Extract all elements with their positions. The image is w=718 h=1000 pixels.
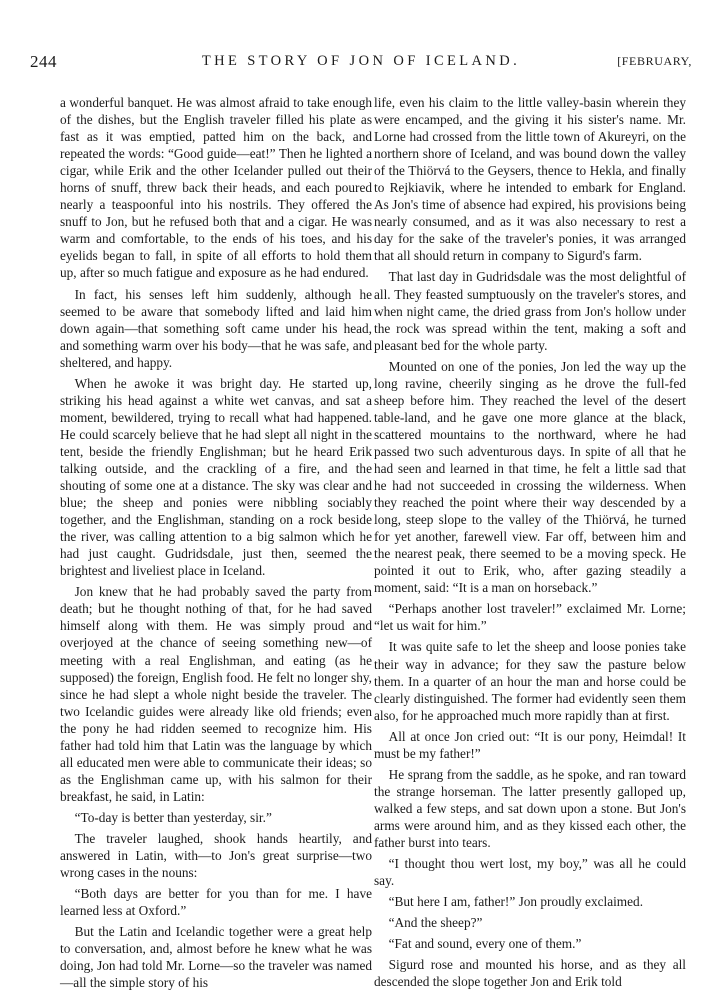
paragraph: “Fat and sound, every one of them.” — [388, 936, 582, 952]
right-column — [374, 94, 686, 990]
paragraph: life, even his claim to the little valley-basin wherein they were encamped, and the giving it his sister's name. Mr. Lorne had crossed from the little town of Akureyri, on the northern shore of Iceland, and was bound down the valley of the Thiörvá to the Geysers, thence to Hekla, and finally to Rejkiavik, where he intended to embark for England. As Jon's time of absence had expired, his provisions being nearly consumed, and as it was also necessary to rest a day for the sake of the traveler's ponies, it was arranged that all should return in company to Sigurd's farm. — [374, 95, 686, 264]
left-column — [60, 94, 372, 991]
paragraph: “And the sheep?” — [388, 915, 483, 931]
paragraph: Sigurd rose and mounted his horse, and as they all descended the slope together Jon and Erik told — [374, 957, 686, 990]
paragraph: “Perhaps another lost traveler!” exclaimed Mr. Lorne; “let us wait for him.” — [374, 601, 686, 634]
paragraph: It was quite safe to let the sheep and loose ponies take their way in advance; for they saw the pasture below them. In a quarter of an hour the man and horse could be clearly distinguished. The former had evidently seen them also, for he approached much more rapidly than at first. — [374, 639, 686, 723]
paragraph: a wonderful banquet. He was almost afraid to take enough of the dishes, but the English traveler filled his plate as fast as it was emptied, patted him on the back, and repeated the words: “Good guide—eat!” Then he lighted a cigar, while Erik and the other Icelander pulled out their horns of snuff, threw back their heads, and each poured nearly a teaspoonful into his nostrils. They offered the snuff to Jon, but he refused both that and a cigar. He was warm and comfortable, to the ends of his toes, and his eyelids began to fall, in spite of all efforts to hold them up, after so much fatigue and exposure as he had endured. — [60, 95, 372, 281]
paragraph: Mounted on one of the ponies, Jon led the way up the long ravine, cheerily singing as he drove the full-fed sheep before him. They reached the level of the desert table-land, and he gave one more glance at the black, scattered mountains to the northward, where he had passed two such adventurous days. In spite of all that he had seen and learned in that time, he felt a little sad that he had not succeeded in crossing the wilderness. When they reached the point where their way descended by a long, steep slope to the valley of the Thiörvá, he turned for yet another, farewell view. Far off, between him and the nearest peak, there seemed to be a moving speck. He pointed it out to Erik, who, after gazing steadily a moment, said: “It is a man on horseback.” — [374, 358, 686, 596]
paragraph: The traveler laughed, shook hands heartily, and answered in Latin, with—to Jon's great surprise—two wrong cases in the nouns: — [60, 830, 372, 881]
paragraph: “To-day is better than yesterday, sir.” — [74, 809, 272, 825]
paragraph: “I thought thou wert lost, my boy,” was all he could say. — [374, 856, 686, 889]
paragraph: Jon knew that he had probably saved the party from death; but he thought nothing of that, for he had saved himself along with them. He was simply proud and overjoyed at the chance of seeing something new—of meeting with a real Englishman, and eating (as he supposed) the foreign, English food. He felt no longer shy, since he had slept a whole night beside the traveler. The two Icelandic guides were already like old friends; even the pony he had ridden seemed to recognize him. His father had told him that Latin was the language by which all educated men were able to communicate their ideas; so as the Englishman came up, with his salmon for their breakfast, he said, in Latin: — [60, 584, 372, 804]
paragraph: When he awoke it was bright day. He started up, striking his head against a white wet canvas, and sat a moment, bewildered, trying to recall what had happened. He could scarcely believe that he had slept all night in the tent, beside the friendly Englishman; but he heard Erik talking outside, and the crackling of a fire, and the shouting of some one at a distance. The sky was clear and blue; the sheep and ponies were nibbling sociably together, and the Englishman, standing on a rock beside the river, was calling attention to a big salmon which he had just caught. Gudridsdale, just then, seemed the brightest and liveliest place in Iceland. — [60, 375, 372, 579]
page-number: 244 — [30, 52, 57, 71]
running-title: THE STORY OF JON OF ICELAND. — [201, 53, 521, 69]
paragraph: In fact, his senses left him suddenly, although he seemed to be aware that somebody lifted and laid him down again—that something soft came under his head, and something warm over his body—that he was safe, and sheltered, and happy. — [60, 286, 372, 370]
paragraph: That last day in Gudridsdale was the most delightful of all. They feasted sumptuously on the traveler's stores, and when night came, the dried grass from Jon's hollow under the rock was spread within the tent, making a soft and pleasant bed for the whole party. — [374, 269, 686, 353]
paragraph: But the Latin and Icelandic together were a great help to conversation, and, almost before he knew what he was doing, Jon had told Mr. Lorne—so the traveler was named—all the simple story of his — [60, 924, 372, 991]
running-header — [30, 52, 692, 76]
paragraph: “Both days are better for you than for me. I have learned less at Oxford.” — [60, 886, 372, 919]
paragraph: “But here I am, father!” Jon proudly exclaimed. — [388, 894, 644, 910]
paragraph: All at once Jon cried out: “It is our pony, Heimdal! It must be my father!” — [374, 728, 686, 761]
paragraph: He sprang from the saddle, as he spoke, and ran toward the strange horseman. The latter presently galloped up, walked a few steps, and sat down upon a stone. But Jon's arms were around him, and as they kissed each other, the father burst into tears. — [374, 766, 686, 850]
running-month: [FEBRUARY, — [617, 54, 692, 68]
